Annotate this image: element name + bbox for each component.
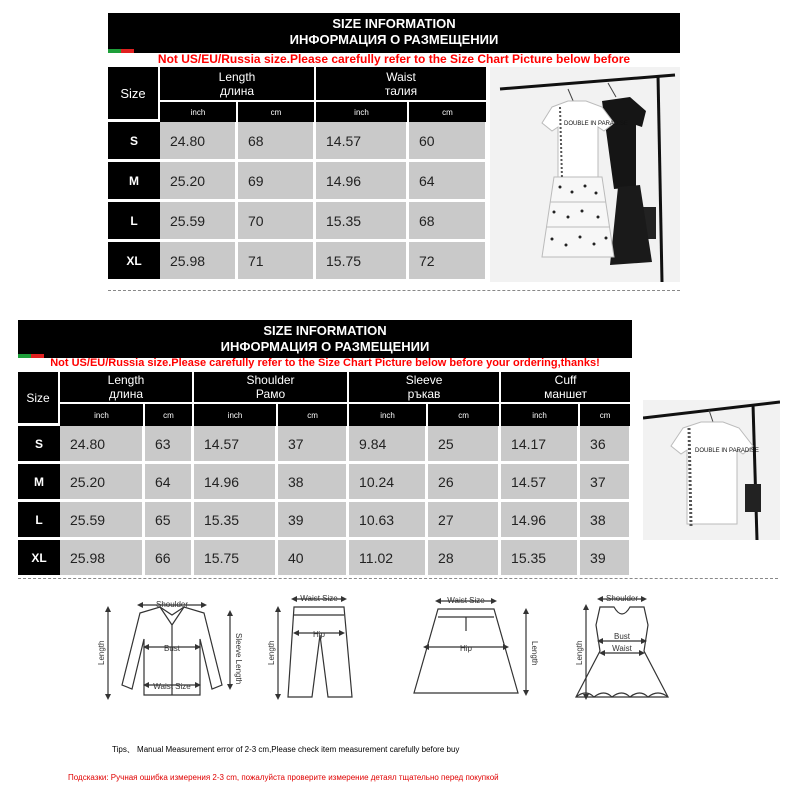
cell: 40 [278,540,349,578]
measurement-diagrams [0,585,800,705]
chart1-table [108,67,488,282]
divider [108,290,680,291]
table-row [18,540,632,578]
cell: 28 [428,540,501,578]
skirt-length-label: Length [530,641,539,666]
cell: 15.35 [316,202,409,242]
chart1-col-waist: Waist талия [316,67,488,102]
cell: 15.75 [316,242,409,282]
shirt-sleeve-label: Sleeve Length [234,633,243,685]
chart2-col-length: Length длина [60,372,194,404]
chart2-unit: inch [501,404,580,426]
cell: 25.98 [160,242,238,282]
chart1-header [108,13,680,53]
cell: 14.57 [194,426,278,464]
dress-bust-label: Bust [613,632,631,641]
chart1-title-en: SIZE INFORMATION [332,16,456,31]
cell: 68 [238,122,316,162]
chart2-header [18,320,632,358]
cell: 10.24 [349,464,428,502]
chart2-title-ru: ИНФОРМАЦИЯ О РАЗМЕЩЕНИИ [220,339,430,354]
cell: 70 [238,202,316,242]
shirt-print-text: DOUBLE IN PARADISE [564,121,628,127]
chart1-unit: inch [160,102,238,122]
cell: 25.20 [160,162,238,202]
cell: 14.57 [316,122,409,162]
cell: 60 [409,122,488,162]
cell: 37 [278,426,349,464]
chart2-col-sleeve: Sleeve ръкав [349,372,501,404]
table-row [18,502,632,540]
chart2-size-header: Size [18,372,60,426]
pants-hip-label: Hip [312,630,326,639]
shirt-length-label: Length [97,640,106,665]
cell: 65 [145,502,194,540]
cell: 24.80 [160,122,238,162]
pants-diagram-icon [278,599,352,697]
skirt-waist-label: Waist Size [447,596,485,605]
shirt-waist-label: Waist Size [153,682,191,691]
shirt-print-text: DOUBLE IN PARADISE [695,448,759,454]
cell: 15.35 [501,540,580,578]
cell: 71 [238,242,316,282]
cell: 38 [580,502,632,540]
cell: 66 [145,540,194,578]
divider [18,578,778,579]
cell: 38 [278,464,349,502]
cell: 63 [145,426,194,464]
chart1-unit: cm [409,102,488,122]
cell: 14.57 [501,464,580,502]
cell: 14.17 [501,426,580,464]
product-photo-dress [490,67,680,282]
dress-waist-label: Waist [612,644,632,653]
size-label: L [18,502,60,540]
chart1-unit: inch [316,102,409,122]
size-label: S [108,122,160,162]
cell: 24.80 [60,426,145,464]
table-row [108,122,488,162]
chart2-col-cuff: Cuff маншет [501,372,632,404]
dress-shoulder-label: Shoulder [605,594,639,603]
cell: 25 [428,426,501,464]
cell: 39 [278,502,349,540]
chart2-unit: inch [349,404,428,426]
cell: 15.35 [194,502,278,540]
chart1-title-ru: ИНФОРМАЦИЯ О РАЗМЕЩЕНИИ [289,32,499,47]
cell: 14.96 [194,464,278,502]
cell: 69 [238,162,316,202]
cell: 64 [409,162,488,202]
shirt-shoulder-label: Shoulder [155,600,189,609]
size-label: XL [18,540,60,578]
chart2-unit: cm [580,404,632,426]
chart2-col-shoulder: Shoulder Рамо [194,372,349,404]
chart2-unit: cm [145,404,194,426]
chart2-unit: cm [278,404,349,426]
size-label: L [108,202,160,242]
size-label: S [18,426,60,464]
cell: 14.96 [316,162,409,202]
table-row [108,202,488,242]
cell: 25.98 [60,540,145,578]
chart2-unit: inch [60,404,145,426]
size-label: M [18,464,60,502]
cell: 36 [580,426,632,464]
cell: 10.63 [349,502,428,540]
cell: 37 [580,464,632,502]
tips-russian: Подсказки: Ручная ошибка измерения 2-3 cm, пожалуйста проверите измерение детаял тщательно перед покупкой [68,773,499,782]
size-label: XL [108,242,160,282]
table-row [108,242,488,282]
pants-waist-label: Waist Size [300,594,338,603]
tips-english: Tips、 Manual Measurement error of 2-3 cm,Please check item measurement carefully before buy [112,745,460,754]
dress-length-label: Length [575,640,584,665]
chart2-title-en: SIZE INFORMATION [263,323,387,338]
cell: 14.96 [501,502,580,540]
table-row [18,426,632,464]
chart1-size-header: Size [108,67,160,122]
table-row [108,162,488,202]
chart2-unit: inch [194,404,278,426]
chart2-table [18,372,632,578]
chart2-warning: Not US/EU/Russia size.Please carefully refer to the Size Chart Picture below before your ordering,thanks! [50,357,600,369]
table-row [18,464,632,502]
cell: 25.20 [60,464,145,502]
chart1-col-length: Length длина [160,67,316,102]
cell: 39 [580,540,632,578]
cell: 26 [428,464,501,502]
chart1-unit: cm [238,102,316,122]
size-label: M [108,162,160,202]
shirt-bust-label: Bust [163,644,181,653]
chart1-warning: Not US/EU/Russia size.Please carefully refer to the Size Chart Picture below before [157,52,631,66]
cell: 72 [409,242,488,282]
product-photo-tshirt [643,400,780,540]
pants-length-label: Length [267,640,276,665]
cell: 9.84 [349,426,428,464]
cell: 11.02 [349,540,428,578]
skirt-hip-label: Hip [459,644,473,653]
cell: 68 [409,202,488,242]
cell: 64 [145,464,194,502]
cell: 25.59 [160,202,238,242]
cell: 25.59 [60,502,145,540]
chart2-unit: cm [428,404,501,426]
cell: 15.75 [194,540,278,578]
cell: 27 [428,502,501,540]
